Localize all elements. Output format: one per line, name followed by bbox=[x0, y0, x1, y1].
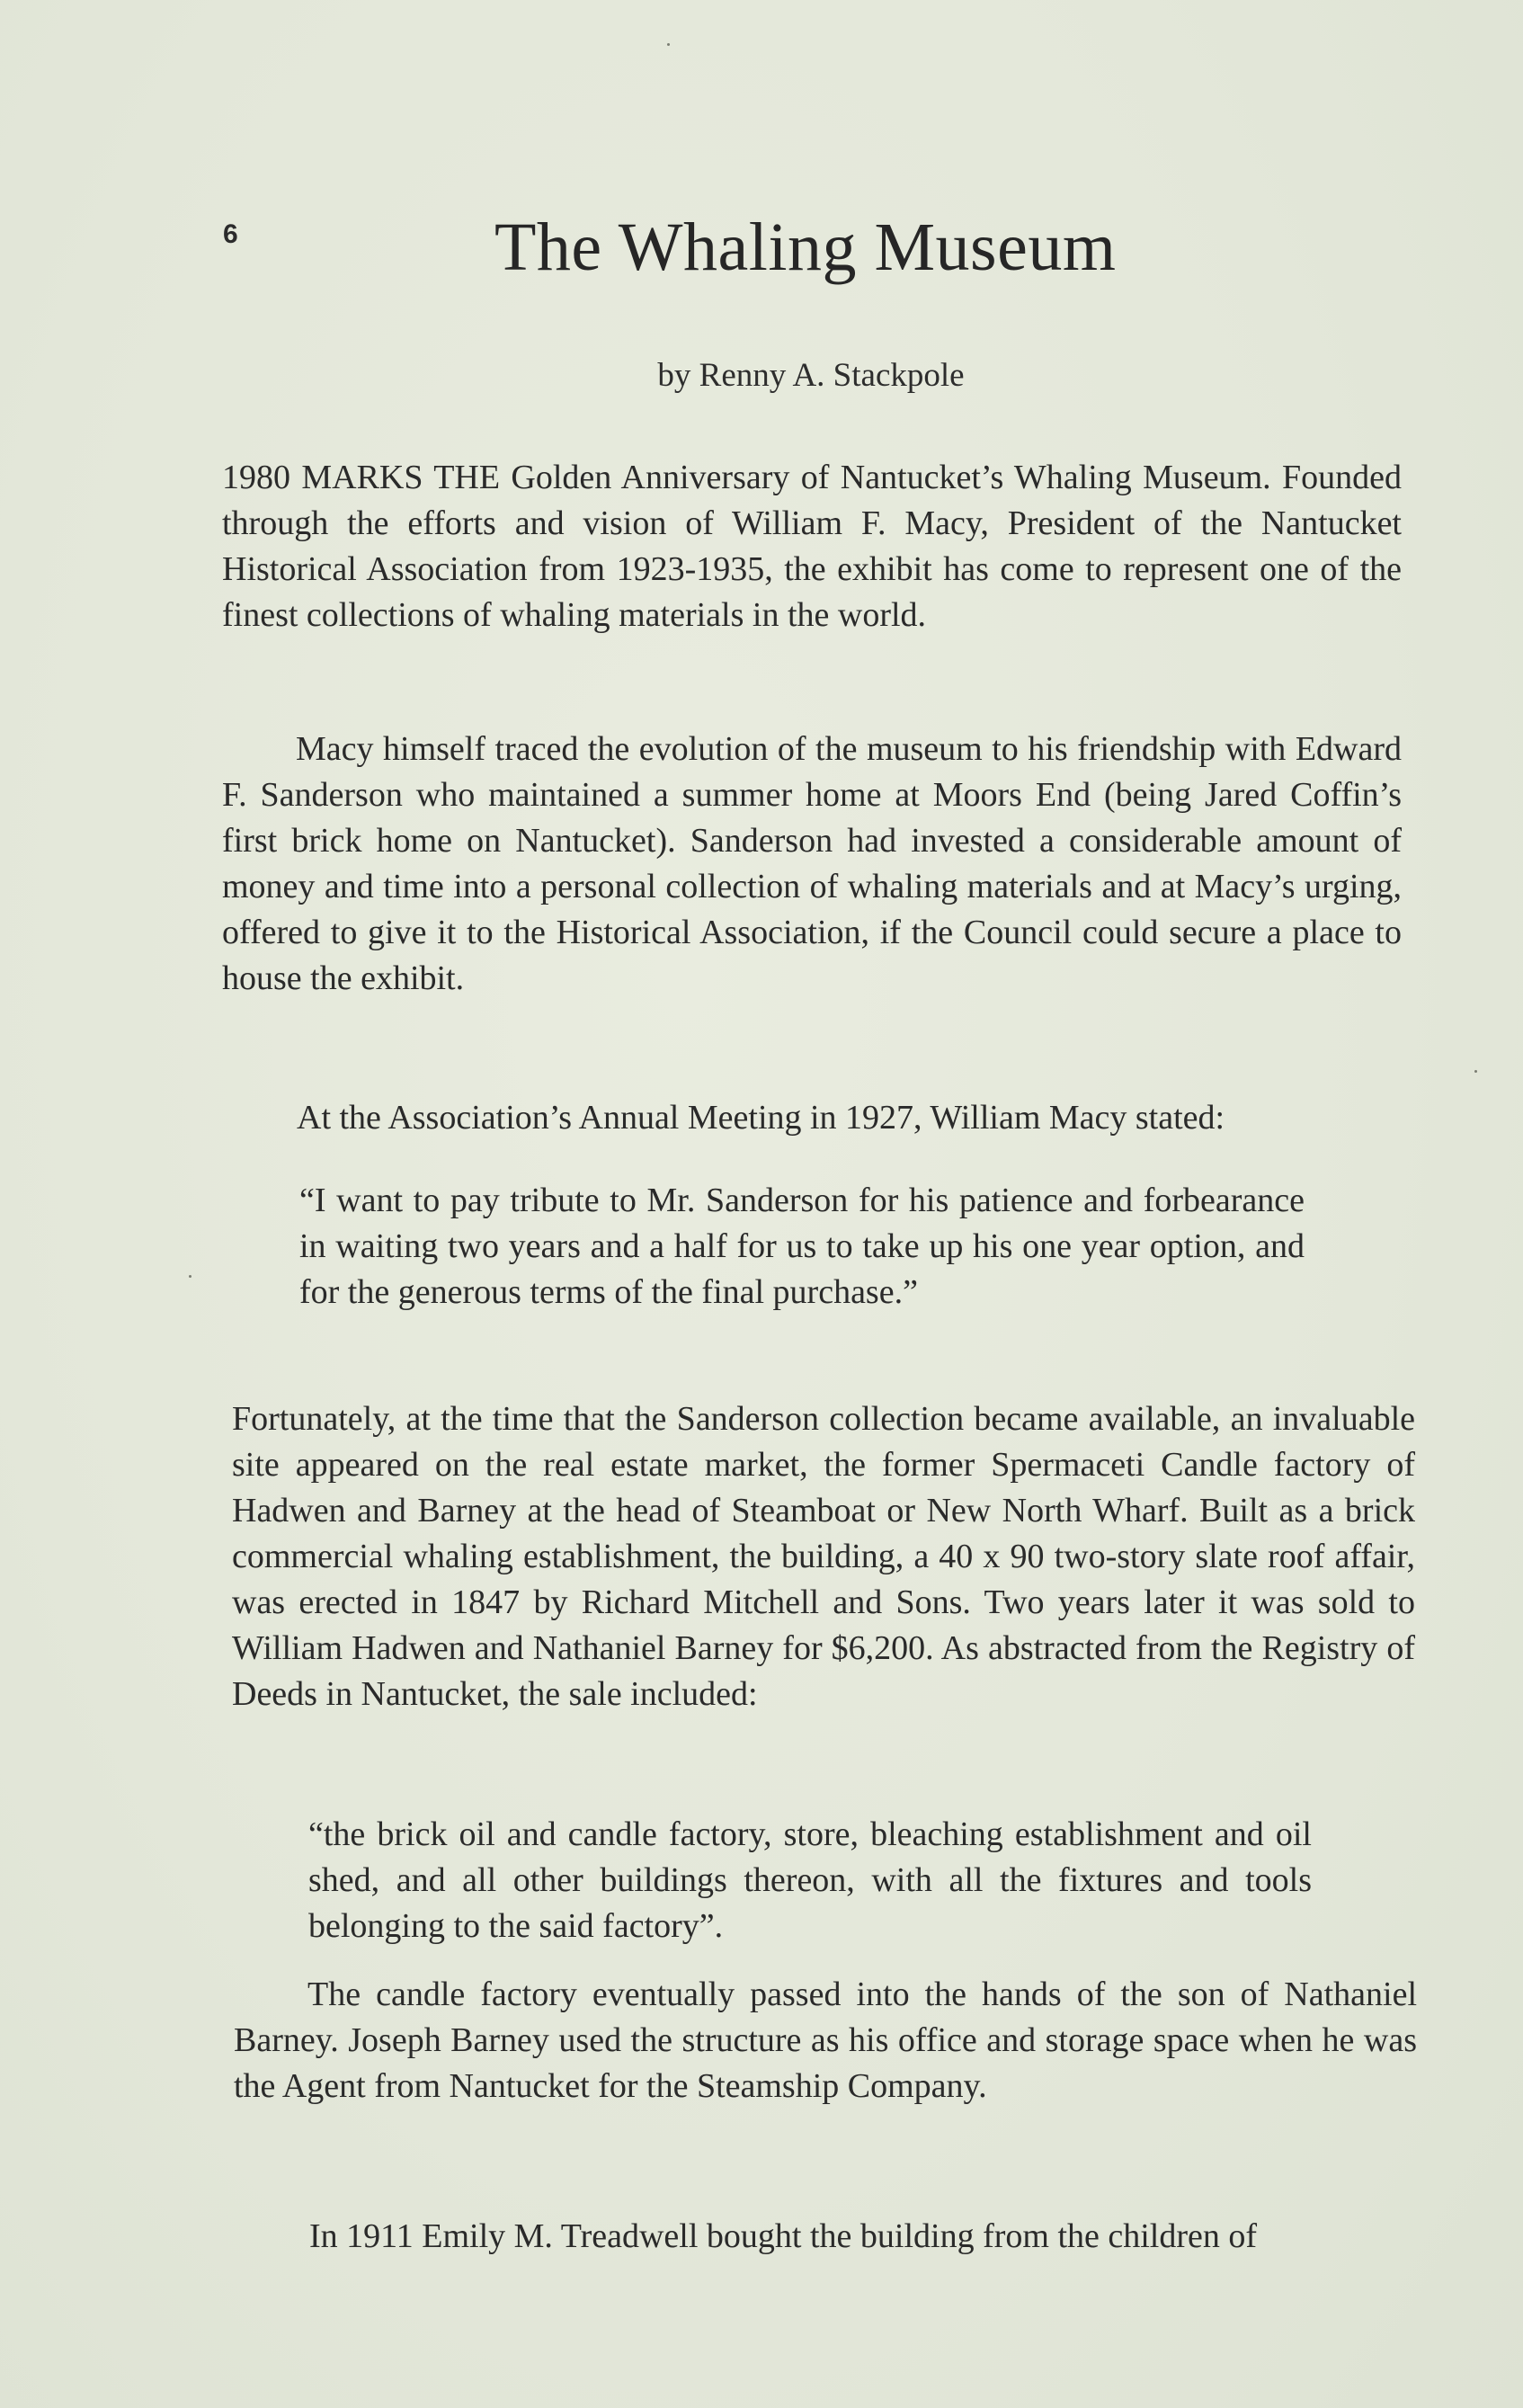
paper-speck bbox=[667, 43, 670, 46]
paragraph-2: Macy himself traced the evolution of the museum to his friendship with Edward F. Sanderson who maintained a summer home at Moors End (being Jared Coffin’s first brick home on Nantucket). Sanderson had invested a considerable amount of money and time into a personal collection of whaling materials and at Macy’s urging, offered to give it to the Historical Association, if the Council could secure a place to house the exhibit. bbox=[222, 730, 1402, 997]
paragraph-1: 1980 MARKS THE Golden Anniversary of Nantucket’s Whaling Museum. Founded through the efforts and vision of William F. Macy, President of the Nantucket Historical Association from 1923-1935, the exhibit has come to represent one of the finest collections of whaling materials in the world. bbox=[222, 459, 1402, 634]
paragraph-6: In 1911 Emily M. Treadwell bought the building from the children of bbox=[309, 2217, 1258, 2255]
paper-speck bbox=[1474, 1070, 1477, 1073]
paragraph-5: The candle factory eventually passed into the hands of the son of Nathaniel Barney. Joseph Barney used the structure as his office and storage space when he was the Agent from Nantucket for the Steamship Company. bbox=[234, 1975, 1417, 2105]
paper-speck bbox=[189, 1275, 191, 1278]
block-quote-1: “I want to pay tribute to Mr. Sanderson for his patience and forbearance in waiting two years and a half for us to take up his one year option, and for the generous terms of the final purchase.” bbox=[299, 1182, 1305, 1311]
paragraph-4: Fortunately, at the time that the Sanderson collection became available, an invaluable site appeared on the real estate market, the former Spermaceti Candle factory of Hadwen and Barney at the head of Steamboat or New North Wharf. Built as a brick commercial whaling establishment, the building, a 40 x 90 two-story slate roof affair, was erected in 1847 by Richard Mitchell and Sons. Two years later it was sold to William Hadwen and Nathaniel Barney for $6,200. As abstracted from the Registry of Deeds in Nantucket, the sale included: bbox=[232, 1400, 1415, 1713]
paragraph-3: At the Association’s Annual Meeting in 1927, William Macy stated: bbox=[297, 1099, 1225, 1137]
article-title: The Whaling Museum bbox=[494, 210, 1117, 285]
block-quote-2: “the brick oil and candle factory, store, bleaching establishment and oil shed, and all other buildings thereon, with all the fixtures and tools belonging to the said factory”. bbox=[308, 1815, 1312, 1945]
page-number: 6 bbox=[223, 219, 238, 249]
byline: by Renny A. Stackpole bbox=[657, 357, 965, 394]
